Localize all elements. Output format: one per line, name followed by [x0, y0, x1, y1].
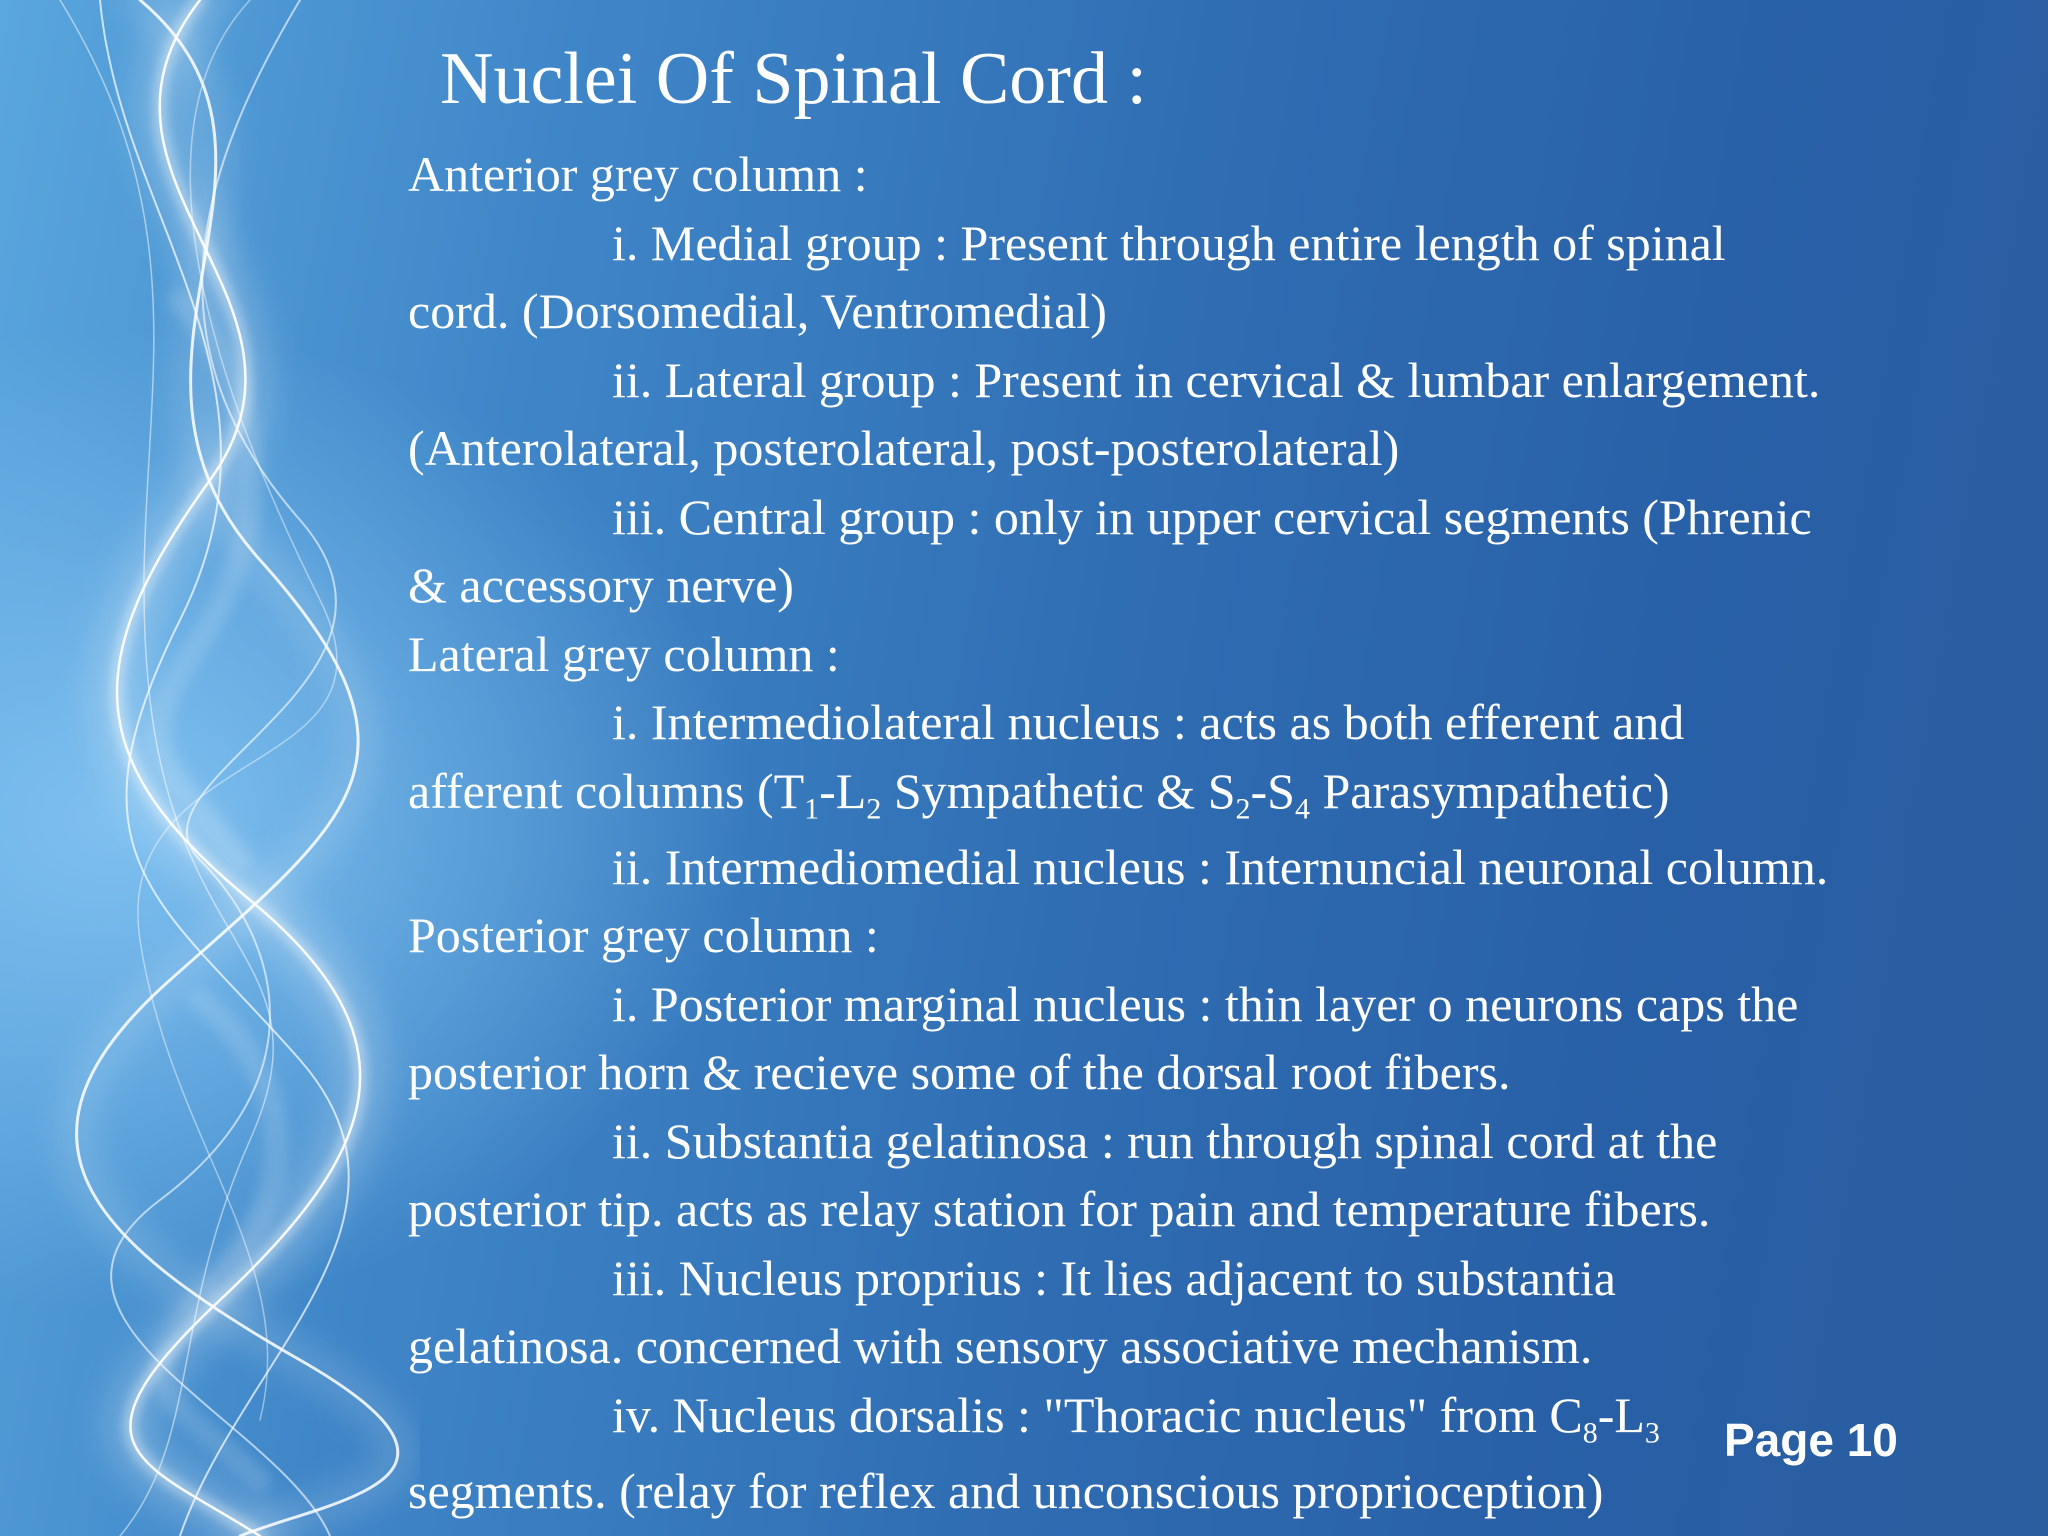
- lateral-item-i-line2-text-a: afferent columns (T: [408, 762, 805, 819]
- posterior-item-iv-line2: segments. (relay for reflex and unconscious proprioception): [408, 1462, 1604, 1519]
- anterior-item-ii-line2: (Anterolateral, posterolateral, post-posterolateral): [408, 420, 1400, 476]
- posterior-item-ii-line2: posterior tip. acts as relay station for pain and temperature fibers.: [408, 1181, 1711, 1237]
- section-heading-anterior: Anterior grey column :: [408, 146, 868, 202]
- subscript-s2: 2: [1235, 792, 1251, 825]
- lateral-item-i-line1: i. Intermediolateral nucleus : acts as both efferent and: [612, 694, 1685, 750]
- section-heading-lateral: Lateral grey column :: [408, 625, 840, 682]
- subscript-l: 2: [866, 792, 882, 825]
- lateral-item-i-line2-text-c: Sympathetic & S: [881, 762, 1236, 819]
- page-number: Page 10: [1724, 1414, 1898, 1466]
- posterior-item-i-line2: posterior horn & recieve some of the dorsal root fibers.: [408, 1044, 1511, 1100]
- slide-title: Nuclei Of Spinal Cord :: [440, 38, 1148, 120]
- lateral-item-i-line2: [408, 757, 2008, 833]
- slide-body: [408, 140, 2008, 1525]
- subscript-l3: 3: [1644, 1416, 1660, 1449]
- posterior-item-i-line1: i. Posterior marginal nucleus : thin layer o neurons caps the: [612, 975, 1799, 1032]
- posterior-item-iv-line1-text-a: iv. Nucleus dorsalis : "Thoracic nucleus" from C: [612, 1386, 1583, 1443]
- subscript-c: 8: [1582, 1416, 1598, 1449]
- anterior-item-i-line2: cord. (Dorsomedial, Ventromedial): [408, 283, 1107, 339]
- posterior-item-iii-line2: gelatinosa. concerned with sensory associative mechanism.: [408, 1318, 1593, 1374]
- wavy-light-ribbon-decoration: [0, 0, 420, 1536]
- anterior-item-iii-line2: & accessory nerve): [408, 557, 794, 613]
- lateral-item-i-line2-text-b: -L: [819, 762, 867, 819]
- lateral-item-ii-line1: ii. Intermediomedial nucleus : Internuncial neuronal column.: [612, 838, 1829, 895]
- posterior-item-ii-line1: ii. Substantia gelatinosa : run through spinal cord at the: [612, 1112, 1718, 1169]
- anterior-item-iii-line1: iii. Central group : only in upper cervical segments (Phrenic: [612, 488, 1812, 545]
- subscript-t: 1: [804, 792, 820, 825]
- lateral-item-i-line2-text-d: -S: [1250, 762, 1295, 819]
- lateral-item-i-line2-text-e: Parasympathetic): [1309, 762, 1670, 819]
- subscript-s4: 4: [1294, 792, 1310, 825]
- anterior-item-i-line1: i. Medial group : Present through entire length of spinal: [612, 214, 1726, 271]
- section-heading-posterior: Posterior grey column :: [408, 907, 879, 963]
- anterior-item-ii-line1: ii. Lateral group : Present in cervical & lumbar enlargement.: [612, 351, 1821, 408]
- posterior-item-iv-line1-text-b: -L: [1597, 1386, 1645, 1443]
- posterior-item-iii-line1: iii. Nucleus proprius : It lies adjacent to substantia: [612, 1249, 1616, 1306]
